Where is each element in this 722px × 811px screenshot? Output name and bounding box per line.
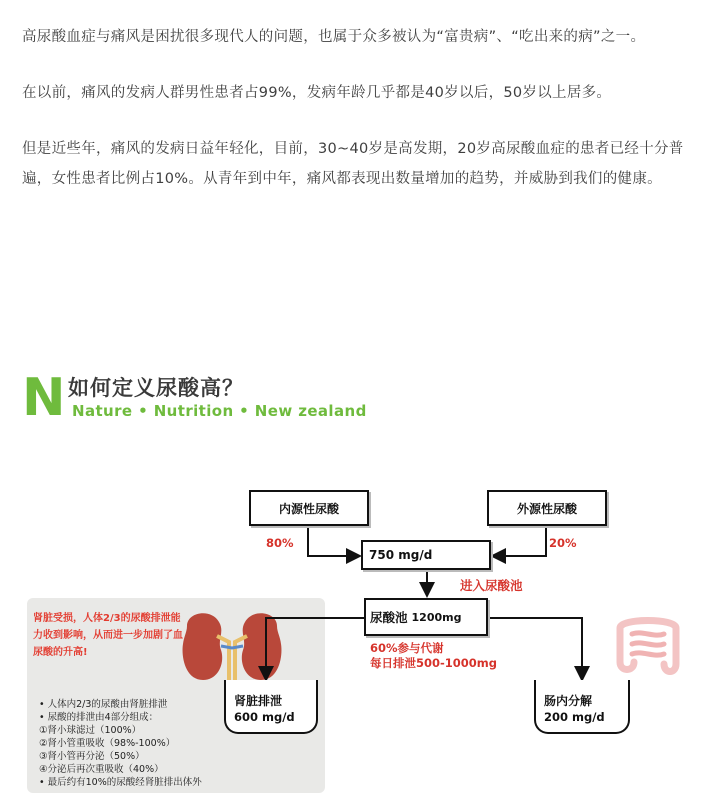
article-body [22,22,702,220]
exogenous-percent: 20% [549,536,577,550]
intestine-value: 200 mg/d [544,710,605,724]
enter-pool-label: 进入尿酸池 [460,578,523,593]
kidney-label: 肾脏排泄 [234,694,283,708]
uric-pool-box [364,598,488,636]
list-item: ④分泌后再次重吸收（40%） [39,764,164,775]
section-title: 如何定义尿酸高？ [68,376,244,400]
list-item: • 尿酸的排泄由4部分组成： [39,712,159,723]
metabolism-note: 60%参与代谢 [370,641,444,655]
list-item: • 最后约有10%的尿酸经肾脏排出体外 [39,777,202,788]
daily-excretion-note: 每日排泄500-1000mg [370,656,497,670]
intestine-icon [608,610,688,680]
endogenous-box: 内源性尿酸 [249,490,369,526]
list-item: ②肾小管重吸收（98%-100%） [39,738,176,749]
pool-label: 尿酸池 [370,610,408,625]
list-item: • 人体内2/3的尿酸由肾脏排泄 [39,699,168,710]
intestine-label: 肠内分解 [544,694,593,708]
paragraph: 在以前，痛风的发病人群男性患者占99%，发病年龄几乎都是40岁以后，50岁以上居多。 [22,85,612,101]
kidney-damage-note: 肾脏受损，人体2/3的尿酸排泄能力收到影响，从而进一步加剧了血尿酸的升高! [33,613,183,658]
brand-logo-icon: N [22,368,66,428]
list-item: ①肾小球滤过（100%） [39,725,142,736]
kidney-excretion-tank [224,680,318,734]
section-heading [22,368,702,432]
paragraph: 高尿酸血症与痛风是困扰很多现代人的问题，也属于众多被认为“富贵病”、“吃出来的病”之一。 [22,29,646,45]
intestine-tank [534,680,630,734]
pool-value: 1200mg [411,610,462,624]
uric-acid-diagram [0,480,722,811]
paragraph: 但是近些年，痛风的发病日益年轻化，目前，30~40岁是高发期，20岁高尿酸血症的患者已经十分普遍，女性患者比例占10%。从青年到中年，痛风都表现出数量增加的趋势，并威胁到我们的健康。 [22,141,684,187]
list-item: ③肾小管再分泌（50%） [39,751,145,762]
intake-box: 750 mg/d [361,540,491,570]
brand-tagline: Nature • Nutrition • New zealand [72,402,367,420]
endogenous-percent: 80% [266,536,294,550]
exogenous-box: 外源性尿酸 [487,490,607,526]
kidney-value: 600 mg/d [234,710,295,724]
